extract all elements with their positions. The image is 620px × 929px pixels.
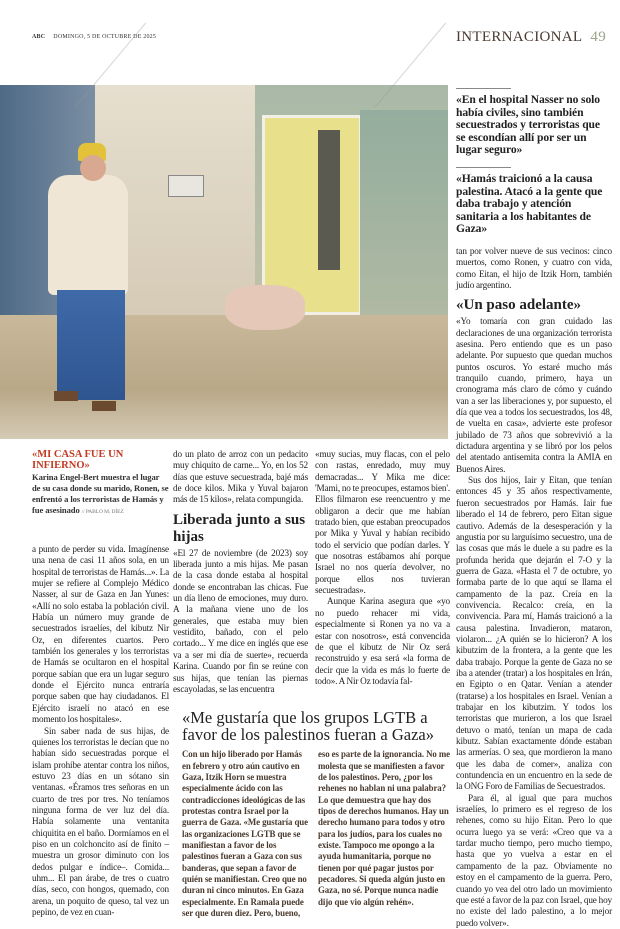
page-number: 49	[590, 29, 606, 45]
section-title: INTERNACIONAL	[456, 29, 583, 45]
issue-date: DOMINGO, 5 DE OCTUBRE DE 2025	[53, 34, 157, 40]
paragraph: Sin saber nada de sus hijas, de quienes los terroristas le decían que no habían sido secuestradas porque el islam prohíbe atentar contra los niños, estuvo 23 días en un sótano sin ventanas. «Éramos tres señoras en un cuarto de tres por tres. No teníamos ninguna forma de ver luz del día. Había solamente una ventanita chiquitita en el baño. Dormíamos en el piso en un colchoncito así de finito –muestra un grosor diminuto con los dedos pulgar e índice–. Comida... uhm... El pan árabe, de tres o cuatro días, seco, con hongos, quemado, con arena, un poquito de queso, tal vez un pepino, de vez en cuan-	[32, 725, 169, 917]
paragraph: a punto de perder su vida. Imagínense una nena de casi 11 años sola, en un hospital de terroristas de Hamás...». La mujer se refiere al Complejo Médico Nasser, al sur de Gaza en Jan Yunes: «Allí no solo estaba la población civil. Había un número muy grande de secuestrados israelíes, del kibutz Nir Oz, en diferentes cuartos. Pero también los generales y los terroristas de Hamás se ocultaron en el hospital porque sabían que era un lugar seguro donde el Ejército nunca entraría porque saben que hay ciudadanos. El Ejército israelí no atacó en ese momento los hospitales».	[32, 544, 169, 725]
paragraph: tan por volver nueve de sus vecinos: cinco muertos, como Ronen, y cuatro con vida, como Eitan, el hijo de Itzik Horn, también judío argentino.	[456, 245, 612, 290]
caption-text: Karina Engel-Bert muestra el lugar de su casa donde su marido, Ronen, se enfrentó a los terroristas de Hamás y fue asesinado	[32, 472, 169, 515]
subheading: Liberada junto a sus hijas	[173, 511, 306, 545]
paragraph: do un plato de arroz con un pedacito muy chiquito de carne... Yo, en los 52 días que estuve secuestrada, bajé más de doce kilos. Mika y Yuval bajaron más de 15 kilos», relata compungida.	[173, 449, 308, 505]
highlight-quote-1: «En el hospital Nasser no solo había civiles, sino también secuestrados y terroristas que se escondían allí por ser un lugar seguro»	[456, 88, 612, 157]
paragraph: Sus dos hijos, Iair y Eitan, que tenían entonces 45 y 35 años respectivamente, fueron secuestrados por Hamás. Iair fue liberado el 14 de febrero, pero Eitan sigue cautivo. Además de la desesperación y la angustia por su larguísimo secuestro, una de las cosas que más le duele a su padre es la profunda herida que dejarán el 7-O y la guerra de Gaza. «Hasta el 7 de octubre, yo formaba parte de lo que aquí se llama el campamento de la paz. Creía en la convivencia. Recalco: creía, en la convivencia. Para mí, Hamás traicionó a la causa palestina. Invadieron, mataron, violaron... ¿A quién se lo hicieron? A los kibutzim de la frontera, a la gente que les daba trabajo. Porque la gente de Gaza no se iba a atender (tratar) a los hospitales en Irán, en Egipto o en Qatar. Venían a atender (tratarse) a los hospitales en Israel. Venían a trabajar en los kibutzim. Y todos los terroristas que murieron, a los que Israel detuvo o mató, tenían un mapa de cada kibutz. Sabían exactamente dónde estaban las armerías. O sea, que mordieron la mano que les daba de comer», analiza con contundencia en un encuentro en la sede de la ONG Foro de Familias de Secuestrados.	[456, 475, 612, 792]
article-column-4	[456, 246, 612, 929]
subheading: «Un paso adelante»	[456, 297, 582, 314]
pull-quote: «Me gustaría que los grupos LGTB a favor de los palestinos fueran a Gaza»	[182, 708, 434, 745]
article-column-3	[315, 449, 450, 695]
paragraph: «muy sucias, muy flacas, con el pelo con rastas, enredado, muy muy demacradas... Y Mika me dice: 'Mami, no te preocupes, estamos bien'. Ellos filmaron ese reencuentro y me obligaron a decir que me habían tratado bien, que estaban preocupados por Mika y Yuval y habían recibido todo el servicio que podían darles. Y que nosotras estábamos ahí porque Israel no nos quería devolver, no porque ellos nos tuvieran secuestradas».	[315, 449, 450, 596]
paragraph: «Yo tomaría con gran cuidado las declaraciones de una organización terrorista asesina. Pero entiendo que es un paso adelante. Por supuesto que quedan muchos puntos oscuros. Yo estaré mucho más tranquilo cuando, primero, haya un cronograma más claro de cómo y cuándo van a ser las liberaciones y, por supuesto, el día que vea a todos los secuestrados, los 48, de vuelta en casa», advierte este profesor jubilado de 73 años que sobrevivió a la dictadura argentina y se libró por los pelos del atentado antisemita contra la AMIA en Buenos Aires.	[456, 316, 612, 474]
paragraph: «El 27 de noviembre (de 2023) soy liberada junto a mis hijas. Me pasan de la casa donde estaba al hospital donde se encontraban las chicas. Fue un día lleno de emociones, muy duro. A la mañana viene uno de los generales, que estaba muy bien vestidito, bañado, con el pelo cortado... Y me dice en inglés que ese va a ser mi día de suerte», recuerda Karina. Cuando por fin se reúne con sus hijas, que tenían las piernas escayoladas, se las encuentra	[173, 547, 308, 694]
photo-credit: // PABLO M. DÍEZ	[81, 509, 124, 515]
photo-caption-title: «MI CASA FUE UN INFIERNO»	[32, 449, 124, 471]
article-column-1	[32, 544, 169, 918]
sidebar-column-b: eso es parte de la ignorancia. No me molesta que se manifiesten a favor de los palestinos. Pero, ¿por los rehenes no hablan ni una palabra? Lo que demuestra que hay dos tipos de derechos humanos. Hay un derecho humano para todos y otro para los judíos, para los cuales no existe. Tampoco me opongo a la ayuda humanitaria, porque no tienen por qué pagar justos por pecadores. Si queda algún justo en Gaza, no sé. Porque nunca nadie dijo que vio algún rehén».	[318, 749, 450, 907]
article-column-2	[173, 449, 308, 695]
photo-caption	[32, 472, 169, 518]
highlight-quote-2: «Hamás traicionó a la causa palestina. Atacó a la gente que daba trabajo y atención sanitaria a los habitantes de Gaza»	[456, 167, 612, 236]
news-photo	[0, 85, 448, 439]
sidebar-column-a: Con un hijo liberado por Hamás en febrero y otro aún cautivo en Gaza, Itzik Horn se muestra especialmente ácido con las contradicciones ideológicas de las protestas contra Israel por la guerra de Gaza. «Me gustaría que las organizaciones LGTB que se manifiestan a favor de los palestinos fueran a Gaza con sus banderas, que sepan a favor de quién se manifiestan. Creo que no duran ni cinco minutos. En Gaza especialmente. En Ramala puede ser que duren diez. Pero, bueno,	[182, 749, 308, 918]
right-stack	[456, 88, 612, 929]
paragraph: Para él, al igual que para muchos israelíes, lo primero es el regreso de los rehenes, como su hijo Eitan. Pero lo que ocurra luego ya se verá: «Creo que va a tardar mucho tiempo, pero mucho tiempo, hasta que yo vuelva a estar en el campamento de la paz. Obviamente no estoy en el campamento de la guerra. Pero, cuando yo vea del otro lado un movimiento que esté a favor de la paz con Israel, que hoy no existe del lado palestino, a lo mejor puedo volver».	[456, 792, 612, 928]
middle-stack	[173, 449, 450, 919]
left-stack	[32, 449, 169, 918]
paragraph: Aunque Karina asegura que «yo no puedo rehacer mi vida, especialmente si Ronen ya no va a estar con nosotros», está convencida de que el kibutz de Nir Oz será reconstruido y esa será «la forma de decir que la vida es más lo fuerte de todo». A Nir Oz todavía fal-	[315, 596, 450, 686]
paper-name: ABC	[32, 34, 46, 40]
